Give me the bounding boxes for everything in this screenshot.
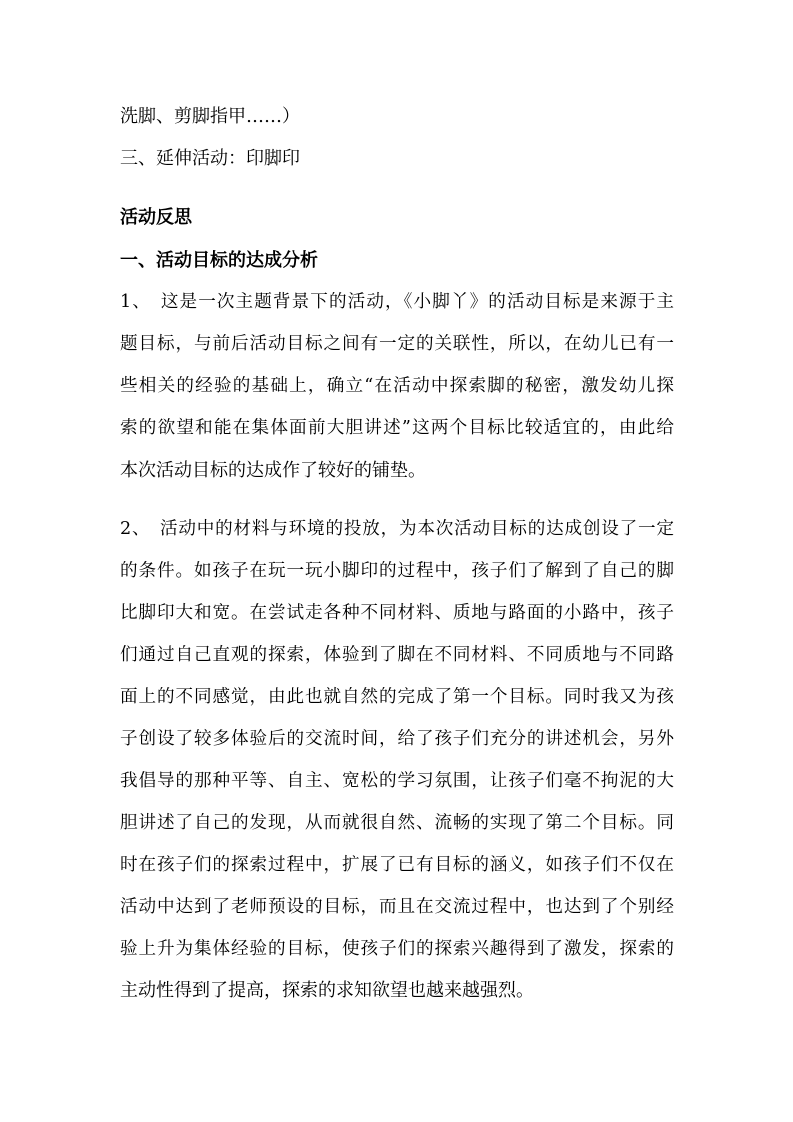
paragraph-1-line: 题目标，与前后活动目标之间有一定的关联性，所以，在幼儿已有一 (120, 334, 674, 354)
paragraph-2-line: 验上升为集体经验的目标，使孩子们的探索兴趣得到了激发，探索的 (120, 939, 674, 959)
paragraph-1-line: 本次活动目标的达成作了较好的铺垫。 (120, 460, 426, 481)
paragraph-1-line: 索的欲望和能在集体面前大胆讲述”这两个目标比较适宜的，由此给 (120, 418, 674, 438)
paragraph-1-line: 些相关的经验的基础上，确立“在活动中探索脚的秘密，激发幼儿探 (120, 376, 674, 396)
paragraph-2-line: 2、 活动中的材料与环境的投放，为本次活动目标的达成创设了一定 (120, 519, 674, 539)
paragraph-2-line: 时在孩子们的探索过程中，扩展了已有目标的涵义，如孩子们不仅在 (120, 855, 674, 875)
paragraph-2-line: 子创设了较多体验后的交流时间，给了孩子们充分的讲述机会，另外 (120, 729, 674, 749)
heading-reflection: 活动反思 (120, 207, 192, 228)
paragraph-1-line: 1、 这是一次主题背景下的活动，《小脚丫》的活动目标是来源于主 (120, 292, 674, 312)
heading-goal-analysis: 一、活动目标的达成分析 (120, 250, 318, 271)
paragraph-2-line: 面上的不同感觉，由此也就自然的完成了第一个目标。同时我又为孩 (120, 687, 674, 707)
paragraph-2-line: 胆讲述了自己的发现，从而就很自然、流畅的实现了第二个目标。同 (120, 813, 674, 833)
paragraph-2-line: 主动性得到了提高，探索的求知欲望也越来越强烈。 (120, 980, 534, 1001)
section-heading-extension: 三、延伸活动：印脚印 (120, 148, 300, 169)
paragraph-2-line: 活动中达到了老师预设的目标，而且在交流过程中，也达到了个别经 (120, 897, 674, 917)
paragraph-2-line: 比脚印大和宽。在尝试走各种不同材料、质地与路面的小路中，孩子 (120, 603, 674, 623)
text-line: 洗脚、剪脚指甲……） (120, 106, 300, 127)
paragraph-2-line: 我倡导的那种平等、自主、宽松的学习氛围，让孩子们毫不拘泥的大 (120, 771, 674, 791)
paragraph-2-line: 的条件。如孩子在玩一玩小脚印的过程中，孩子们了解到了自己的脚 (120, 561, 674, 581)
paragraph-2-line: 们通过自己直观的探索，体验到了脚在不同材料、不同质地与不同路 (120, 645, 674, 665)
